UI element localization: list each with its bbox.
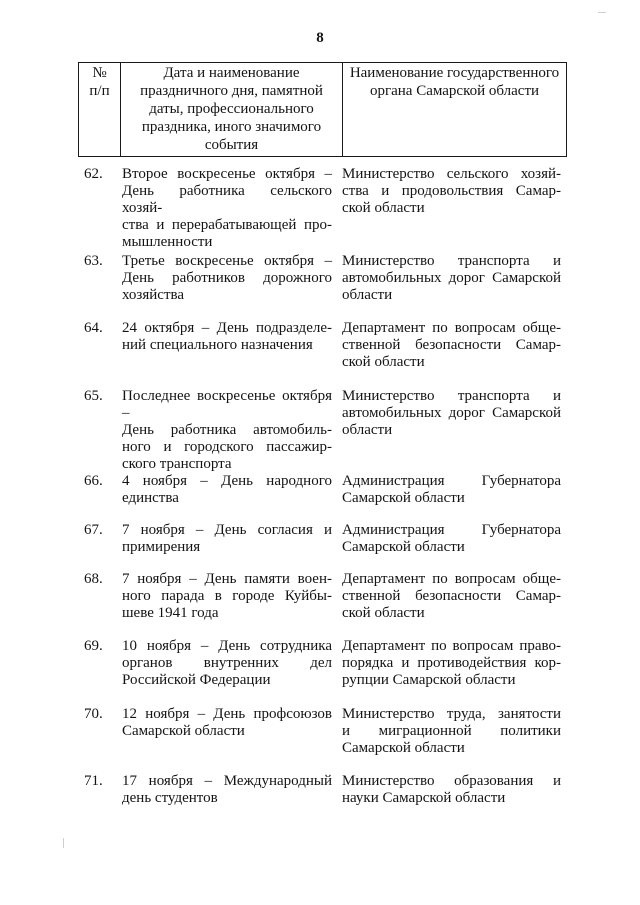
organization-line: Министерство сельского хозяй- (342, 166, 561, 182)
row-number: 70. (84, 706, 103, 722)
organization-cell (342, 522, 561, 556)
organization-cell (342, 253, 561, 304)
organization-line: ства и продовольствия Самар- (342, 183, 561, 199)
event-line: ского транспорта (122, 456, 232, 472)
organization-cell (342, 388, 561, 439)
event-line: ного и городского пассажир- (122, 439, 332, 455)
organization-line: Министерство труда, занятости (342, 706, 561, 722)
organization-line: области (342, 287, 393, 303)
header-number-line: № (92, 65, 107, 81)
organization-line: ственной безопасности Самар- (342, 337, 561, 353)
row-number: 69. (84, 638, 103, 654)
event-line: 7 ноября – День согласия и (122, 522, 332, 538)
organization-line: науки Самарской области (342, 790, 506, 806)
organization-line: автомобильных дорог Самарской (342, 270, 561, 286)
organization-line: Самарской области (342, 490, 465, 506)
organization-cell (342, 638, 561, 689)
event-cell (122, 320, 332, 354)
event-cell (122, 388, 332, 473)
organization-line: автомобильных дорог Самарской (342, 405, 561, 421)
event-line: 7 ноября – День памяти воен- (122, 571, 332, 587)
organization-line: области (342, 422, 393, 438)
organization-line: и миграционной политики (342, 723, 561, 739)
organization-line: Министерство транспорта и (342, 253, 561, 269)
event-line: Последнее воскресенье октября – (122, 388, 332, 421)
event-line: 17 ноября – Международный (122, 773, 332, 789)
event-line: День работника сельского хозяй- (122, 183, 332, 216)
row-number: 63. (84, 253, 103, 269)
event-line: 24 октября – День подразделе- (122, 320, 332, 336)
event-line: день студентов (122, 790, 218, 806)
scan-speck (63, 838, 64, 848)
event-cell (122, 522, 332, 556)
organization-line: Министерство транспорта и (342, 388, 561, 404)
header-organization-line: органа Самарской области (369, 83, 540, 99)
organization-line: Министерство образования и (342, 773, 561, 789)
event-line: примирения (122, 539, 201, 555)
organization-line: Департамент по вопросам обще- (342, 571, 561, 587)
organization-line: Администрация Губернатора (342, 522, 561, 538)
event-line: Российской Федерации (122, 672, 271, 688)
header-organization-line: Наименование государственного (349, 65, 560, 81)
event-cell (122, 253, 332, 304)
header-event-line: праздничного дня, памятной (140, 83, 323, 99)
event-cell (122, 166, 332, 251)
scan-speck (598, 12, 606, 13)
header-event-line: события (204, 137, 259, 153)
organization-cell (342, 706, 561, 757)
event-line: ний специального назначения (122, 337, 313, 353)
header-event-line: праздника, иного значимого (141, 119, 322, 135)
header-event-line: Дата и наименование (163, 65, 300, 81)
event-line: органов внутренних дел (122, 655, 332, 671)
event-line: День работника автомобиль- (122, 422, 332, 438)
organization-line: ской области (342, 200, 425, 216)
row-number: 65. (84, 388, 103, 404)
organization-cell (342, 320, 561, 371)
organization-line: Самарской области (342, 539, 465, 555)
row-number: 71. (84, 773, 103, 789)
page-number: 8 (316, 30, 324, 46)
row-number: 62. (84, 166, 103, 182)
header-number-line: п/п (89, 83, 110, 99)
event-line: 4 ноября – День народного (122, 473, 332, 489)
event-line: 10 ноября – День сотрудника (122, 638, 332, 654)
event-line: 12 ноября – День профсоюзов (122, 706, 332, 722)
organization-line: Администрация Губернатора (342, 473, 561, 489)
event-line: Второе воскресенье октября – (122, 166, 332, 182)
event-line: шеве 1941 года (122, 605, 219, 621)
organization-line: Департамент по вопросам обще- (342, 320, 561, 336)
organization-line: рупции Самарской области (342, 672, 516, 688)
event-line: Самарской области (122, 723, 245, 739)
row-number: 68. (84, 571, 103, 587)
organization-cell (342, 773, 561, 807)
event-cell (122, 638, 332, 689)
row-number: 64. (84, 320, 103, 336)
organization-line: ственной безопасности Самар- (342, 588, 561, 604)
event-line: единства (122, 490, 179, 506)
organization-line: ской области (342, 605, 425, 621)
event-line: ства и перерабатывающей про- (122, 217, 332, 233)
organization-cell (342, 166, 561, 217)
event-cell (122, 571, 332, 622)
event-cell (122, 706, 332, 740)
organization-line: порядка и противодействия кор- (342, 655, 561, 671)
event-cell (122, 773, 332, 807)
event-line: ного парада в городе Куйбы- (122, 588, 332, 604)
event-line: Третье воскресенье октября – (122, 253, 332, 269)
organization-line: ской области (342, 354, 425, 370)
event-cell (122, 473, 332, 507)
row-number: 67. (84, 522, 103, 538)
organization-cell (342, 571, 561, 622)
organization-cell (342, 473, 561, 507)
event-line: День работников дорожного (122, 270, 332, 286)
organization-line: Департамент по вопросам право- (342, 638, 561, 654)
header-event-line: даты, профессионального (149, 101, 314, 117)
event-line: хозяйства (122, 287, 185, 303)
row-number: 66. (84, 473, 103, 489)
organization-line: Самарской области (342, 740, 465, 756)
event-line: мышленности (122, 234, 213, 250)
